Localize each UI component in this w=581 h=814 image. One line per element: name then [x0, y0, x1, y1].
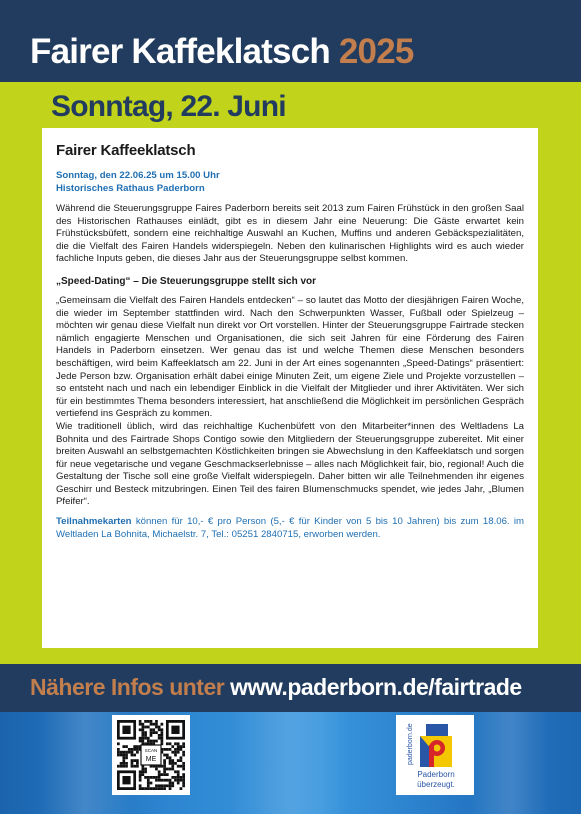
event-datetime: Sonntag, den 22.06.25 um 15.00 Uhr [56, 170, 220, 181]
info-url-link[interactable]: www.paderborn.de/fairtrade [230, 674, 522, 700]
paderborn-logo [396, 715, 474, 795]
footer-band [0, 712, 581, 814]
article-title: Fairer Kaffeeklatsch [56, 142, 196, 159]
article-card [42, 128, 538, 648]
logo-vertical-text: paderborn.de [407, 723, 414, 765]
poster-title-text: Fairer Kaffeklatsch [30, 32, 330, 71]
paderborn-logo-icon [396, 715, 474, 795]
tickets-info [56, 516, 524, 541]
footer-light-streak [470, 712, 550, 814]
article-subheading: „Speed-Dating“ – Die Steuerungsgruppe stellt sich vor [56, 275, 317, 287]
tickets-label: Teilnahmekarten [56, 516, 132, 528]
info-prefix: Nähere Infos unter [30, 674, 231, 700]
body-paragraph-1: „Gemeinsam die Vielfalt des Fairen Handels entdecken“ – so lautet das Motto der diesjährigen Fairen Woche, die wieder im September stattfinden wird. Nach den Schwerpunkten Wasser, Fußball oder Spielzeug – möchten wir genau diese Vielfalt nun direkt vor Ort vorstellen. Hinter der Steuerungsgruppe Fairtrade stecken nämlich engagierte Menschen und Organisationen, die sich seit Jahren für eine Förderung des Fairen Handels in Paderborn einsetzen. Wer genau das ist und welche Themen diese Menschen besonders beschäftigen, wird beim Kaffeeklatsch am 22. Juni in der Art eines sogenannten „Speed-Datings“ präsentiert: Jede Person bzw. Organisation erhält dabei einige Minuten Zeit, um eigene Ziele und Projekte vorzustellen – so entsteht nach und nach ein lebendiger Einblick in die Vielfalt der Mitglieder und ihrer Aktivitäten. Wer sich für ein bestimmtes Thema besonders interessiert, hat anschließend die Möglichkeit im persönlichen Gespräch vertiefend ins Gespräch zu kommen. [56, 294, 524, 420]
poster-title [30, 30, 414, 74]
tickets-text: können für 10,- € pro Person (5,- € für Kinder von 5 bis 10 Jahren) bis zum 18.06. im Weltladen La Bohnita, Michaelstr. 7, Tel.: 05251 2840715, erworben werden. [56, 516, 524, 540]
logo-line-1: Paderborn [417, 770, 455, 779]
body-paragraph-2: Wie traditionell üblich, wird das reichhaltige Kuchenbüfett von den Mitarbeiter*innen des Weltladens La Bohnita und des Fairtrade Shops Contigo sowie den Mitgliedern der Steuerungsgruppe zubereitet. Mit einer breiten Auswahl an selbstgemachten Köstlichkeiten bringen sie Abwechslung in den Kaffeeklatsch und sorgen für neue vegetarische und vegane Geschmackserlebnisse – alles nach Möglichkeit fair, bio, regional! Auch die Gestaltung der Tische soll eine große Vielfalt widerspiegeln. Daher bitten wir alle Teilnehmenden ihr eigenes Geschirr und Besteck mitzubringen. Einen Teil des fairen Blumenschmucks spendet, wie jedes Jahr, „Blumen Pfeifer“. [56, 420, 524, 508]
qr-code-icon [117, 720, 185, 790]
footer-light-streak [230, 712, 350, 814]
event-location: Historisches Rathaus Paderborn [56, 183, 205, 194]
qr-scan-label: SCAN [144, 748, 158, 753]
intro-paragraph: Während die Steuerungsgruppe Faires Paderborn bereits seit 2013 zum Fairen Frühstück in den großen Saal des Historischen Rathauses einlädt, gibt es in diesem Jahr eine Neuerung: Die Gäste erwartet kein Frühstücksbüfett, sondern eine reichhaltige Auswahl an Kuchen, Muffins und anderen Gebäckspezialitäten, die die Vielfalt des Fairen Handels widerspiegeln. Neben den kulinarischen Highlights wird es auch wieder fachliche Inputs geben, die dieses Jahr aus der Steuerungsgruppe selbst kommen. [56, 203, 524, 265]
event-date-heading: Sonntag, 22. Juni [51, 90, 286, 123]
info-line [30, 672, 522, 702]
qr-me-label: ME [145, 756, 157, 763]
poster-year: 2025 [338, 32, 414, 71]
qr-code[interactable] [112, 715, 190, 795]
logo-line-2: überzeugt. [417, 780, 455, 789]
